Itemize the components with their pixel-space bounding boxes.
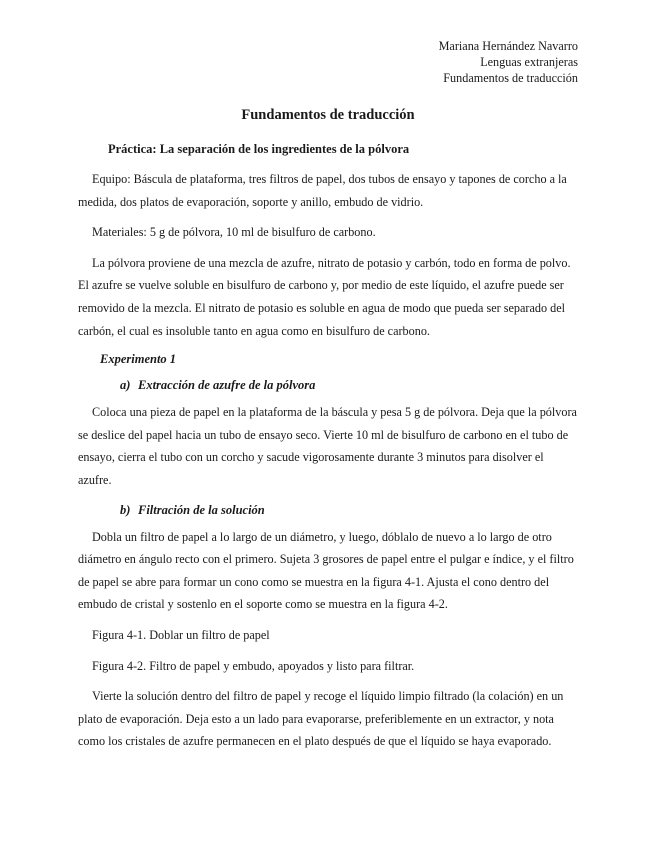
- materials-paragraph: Materiales: 5 g de pólvora, 10 ml de bisulfuro de carbono.: [92, 225, 376, 240]
- figure-4-2-caption: Figura 4-2. Filtro de papel y embudo, apoyados y listo para filtrar.: [92, 658, 415, 673]
- practice-title: Práctica: La separación de los ingredientes de la pólvora: [108, 142, 410, 156]
- department: Lenguas extranjeras: [480, 55, 578, 69]
- experiment-heading: Experimento 1: [100, 352, 177, 367]
- equipment-paragraph: Equipo: Báscula de plataforma, tres filtros de papel, dos tubos de ensayo y tapones de corcho a la medida, dos platos de evaporación, soporte y anillo, embudo de vidrio.: [78, 172, 567, 209]
- section-a-marker: a): [120, 378, 131, 393]
- section-b-heading: [78, 502, 578, 518]
- closing-paragraph: Vierte la solución dentro del filtro de papel y recoge el líquido limpio filtrado (la colación) en un plato de evaporación. Deja esto a un lado para evaporarse, preferiblemente en un extractor, y nota como los cristales de azufre permanecen en el plato después de que el líquido se haya evaporado.: [78, 689, 564, 749]
- author-name: Mariana Hernández Navarro: [438, 39, 578, 53]
- section-b-body: Dobla un filtro de papel a lo largo de un diámetro, y luego, dóblalo de nuevo a lo largo de otro diámetro en ángulo recto con el primero. Sujeta 3 grosores de papel entre el pulgar e índice, y el filtro de papel se abre para formar un cono como se muestra en la figura 4-1. Ajusta el cono dentro del embudo de cristal y sostenlo en el soporte como se muestra en la figura 4-2.: [78, 529, 574, 612]
- document-title: Fundamentos de traducción: [241, 107, 415, 123]
- section-a-title: Extracción de azufre de la pólvora: [138, 378, 316, 393]
- course-name: Fundamentos de traducción: [443, 71, 578, 85]
- author-block: [78, 38, 578, 86]
- intro-paragraph: La pólvora proviene de una mezcla de azufre, nitrato de potasio y carbón, todo en forma de polvo. El azufre se vuelve soluble en bisulfuro de carbono y, por medio de este líquido, el azufre puede ser removido de la mezcla. El nitrato de potasio es soluble en agua de modo que pueda ser separado del carbón, el cual es insoluble tanto en agua como en bisulfuro de carbono.: [78, 255, 571, 338]
- section-a-heading: [78, 377, 578, 393]
- section-a-body: Coloca una pieza de papel en la plataforma de la báscula y pesa 5 g de pólvora. Deja que la pólvora se deslice del papel hacia un tubo de ensayo seco. Vierte 10 ml de bisulfuro de carbono en el tubo de ensayo, cierra el tubo con un corcho y sacude vigorosamente durante 3 minutos para disolver el azufre.: [78, 405, 577, 487]
- section-b-marker: b): [120, 502, 131, 517]
- section-b-title: Filtración de la solución: [138, 502, 265, 517]
- figure-4-1-caption: Figura 4-1. Doblar un filtro de papel: [92, 627, 270, 642]
